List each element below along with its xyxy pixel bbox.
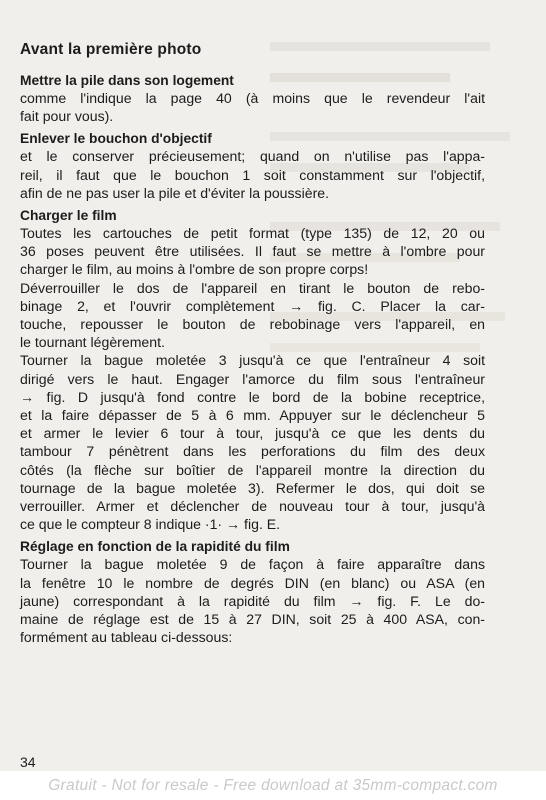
text-line: formément au tableau ci-dessous: (20, 629, 233, 646)
watermark-text: Gratuit - Not for resale - Free download at 35mm-compact.com (48, 777, 498, 794)
section-text-battery (20, 89, 485, 125)
document-body (20, 72, 485, 646)
watermark-footer (0, 771, 546, 800)
text-line: et le conserver précieusement; quand on n'utilise pas l'appa- (20, 148, 485, 165)
text-line: Déverrouiller le dos de l'appareil en tirant le bouton de rebo- (20, 279, 485, 296)
page-number: 34 (20, 754, 36, 770)
text-line: Toutes les cartouches de petit format (type 135) de 12, 20 ou (20, 225, 485, 242)
text-line: Tourner la bague moletée 9 de façon à faire apparaître dans (20, 556, 485, 573)
text-line: verrouiller. Armer et déclencher de nouveau tour à tour, jusqu'à (20, 498, 485, 515)
text-line: ce que le compteur 8 indique ·1· → fig. E. (20, 516, 281, 533)
text-line: fait pour vous). (20, 108, 114, 125)
section-heading-lens-cap: Enlever le bouchon d'objectif (20, 131, 212, 147)
section-heading-battery: Mettre la pile dans son logement (20, 73, 234, 88)
text-line: et la faire dépasser de 5 à 6 mm. Appuyer sur le déclencheur 5 (20, 407, 485, 424)
text-line: dirigé vers le haut. Engager l'amorce du film sous l'entraîneur (20, 370, 485, 387)
text-line: comme l'indique la page 40 (à moins que le revendeur l'ait (20, 90, 485, 106)
text-line: Tourner la bague moletée 3 jusqu'à ce que l'entraîneur 4 soit (20, 352, 485, 369)
text-line: 36 poses peuvent être utilisées. Il faut se mettre à l'ombre pour (20, 243, 485, 260)
section-text-film-speed (20, 555, 485, 646)
text-line: le tournant légèrement. (20, 334, 165, 351)
text-line: tambour 7 pénètrent dans les perforations du film des deux (20, 443, 485, 460)
text-line: côtés (la flèche sur boîtier de l'appareil montre la direction du (20, 461, 485, 478)
page-title: Avant la première photo (20, 41, 202, 58)
section-text-load-film (20, 224, 485, 533)
section-text-lens-cap (20, 147, 485, 202)
text-line: maine de réglage est de 15 à 27 DIN, soit 25 à 400 ASA, con- (20, 611, 485, 628)
text-line: jaune) correspondant à la rapidité du film → fig. F. Le do- (20, 592, 485, 609)
text-line: touche, repousser le bouton de rebobinage vers l'appareil, en (20, 316, 485, 333)
text-line: la fenêtre 10 le nombre de degrés DIN (en blanc) ou ASA (en (20, 574, 485, 591)
section-heading-film-speed: Réglage en fonction de la rapidité du film (20, 539, 290, 555)
text-line: binage 2, et l'ouvrir complètement → fig. C. Placer la car- (20, 297, 485, 314)
text-line: charger le film, au moins à l'ombre de son propre corps! (20, 261, 369, 278)
text-line: tournage de la bague moletée 3). Refermer le dos, qui doit se (20, 479, 485, 496)
text-line: et armer le levier 6 tour à tour, jusqu'à ce que les dents du (20, 425, 485, 442)
text-line: afin de ne pas user la pile et d'éviter la poussière. (20, 184, 330, 201)
text-line: reil, il faut que le bouchon 1 soit constamment sur l'objectif, (20, 166, 485, 183)
text-line: → fig. D jusqu'à fond contre le bord de la bobine receptrice, (20, 388, 485, 405)
section-heading-load-film: Charger le film (20, 208, 117, 224)
